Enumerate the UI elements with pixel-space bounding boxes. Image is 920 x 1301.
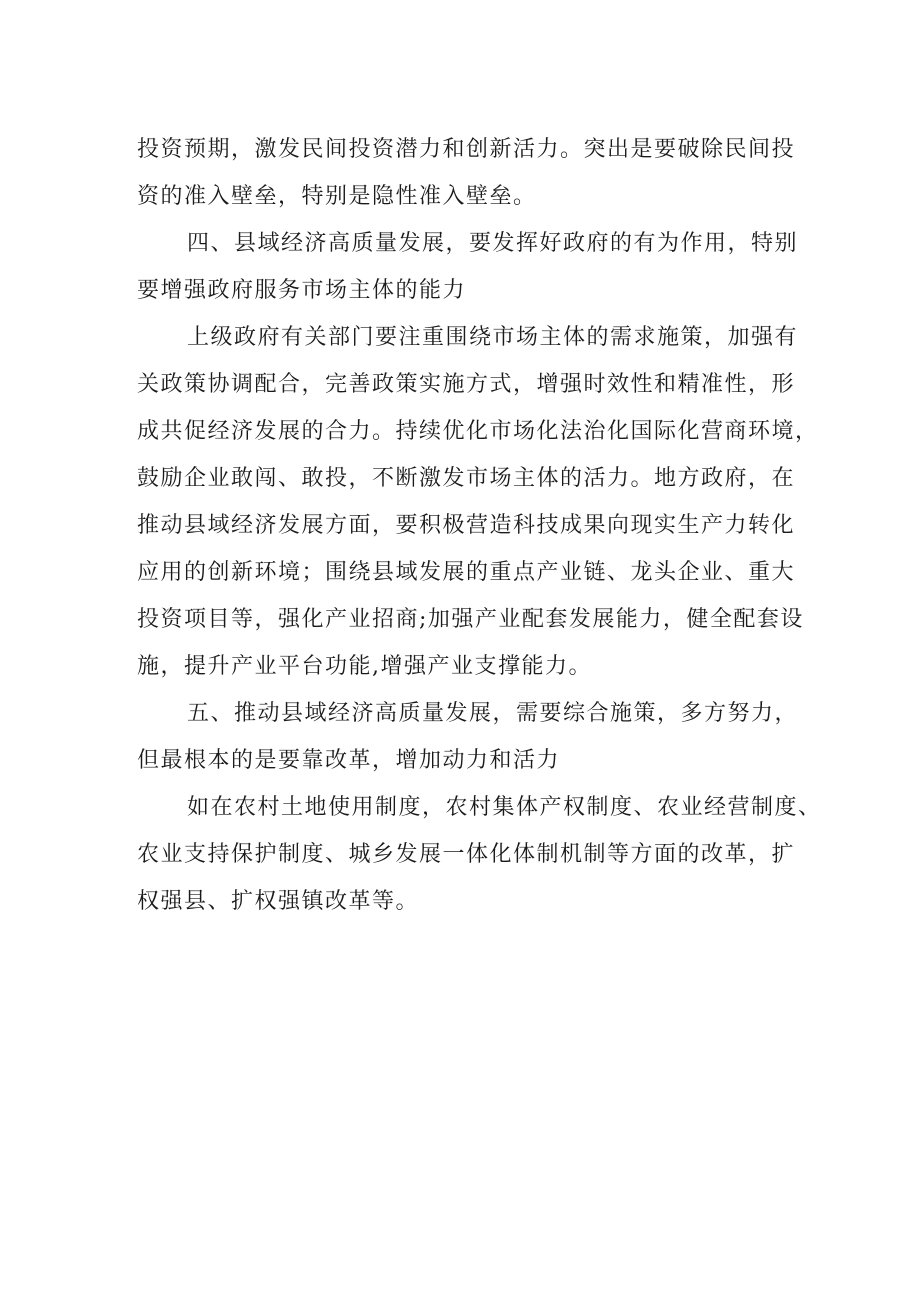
paragraph-government-role	[137, 314, 819, 690]
section-heading-five	[137, 690, 797, 784]
section-heading-four	[137, 220, 797, 314]
text-line: 权强县、扩权强镇改革等。	[137, 889, 420, 914]
text-line: 农业支持保护制度、城乡发展一体化体制机制等方面的改革，扩	[137, 842, 796, 867]
text-line: 关政策协调配合，完善政策实施方式，增强时效性和精准性，形	[137, 372, 796, 397]
text-line: 推动县域经济发展方面，要积极营造科技成果向现实生产力转化	[137, 513, 796, 538]
heading-line: 但最根本的是要靠改革，增加动力和活力	[137, 748, 561, 773]
paragraph-reform	[137, 784, 822, 925]
text-line: 应用的创新环境；围绕县域发展的重点产业链、龙头企业、重大	[137, 560, 796, 585]
text-line: 投资项目等，强化产业招商;加强产业配套发展能力，健全配套设	[137, 607, 804, 632]
document-body	[137, 126, 822, 925]
text-line: 上级政府有关部门要注重围绕市场主体的需求施策，加强有	[187, 325, 799, 350]
text-line: 成共促经济发展的合力。持续优化市场化法治化国际化营商环境，	[137, 419, 819, 444]
heading-line: 四、县域经济高质量发展，要发挥好政府的有为作用，特别	[187, 231, 799, 256]
heading-line: 五、推动县域经济高质量发展，需要综合施策，多方努力，	[187, 701, 799, 726]
text-line: 施，提升产业平台功能,增强产业支撑能力。	[137, 654, 592, 679]
text-line: 投资预期，激发民间投资潜力和创新活力。突出是要破除民间投	[137, 137, 796, 162]
text-line: 资的准入壁垒，特别是隐性准入壁垒。	[137, 184, 537, 209]
text-line: 鼓励企业敢闯、敢投，不断激发市场主体的活力。地方政府，在	[137, 466, 796, 491]
heading-line: 要增强政府服务市场主体的能力	[137, 278, 467, 303]
paragraph-continuation	[137, 126, 797, 220]
text-line: 如在农村土地使用制度，农村集体产权制度、农业经营制度、	[187, 795, 822, 820]
